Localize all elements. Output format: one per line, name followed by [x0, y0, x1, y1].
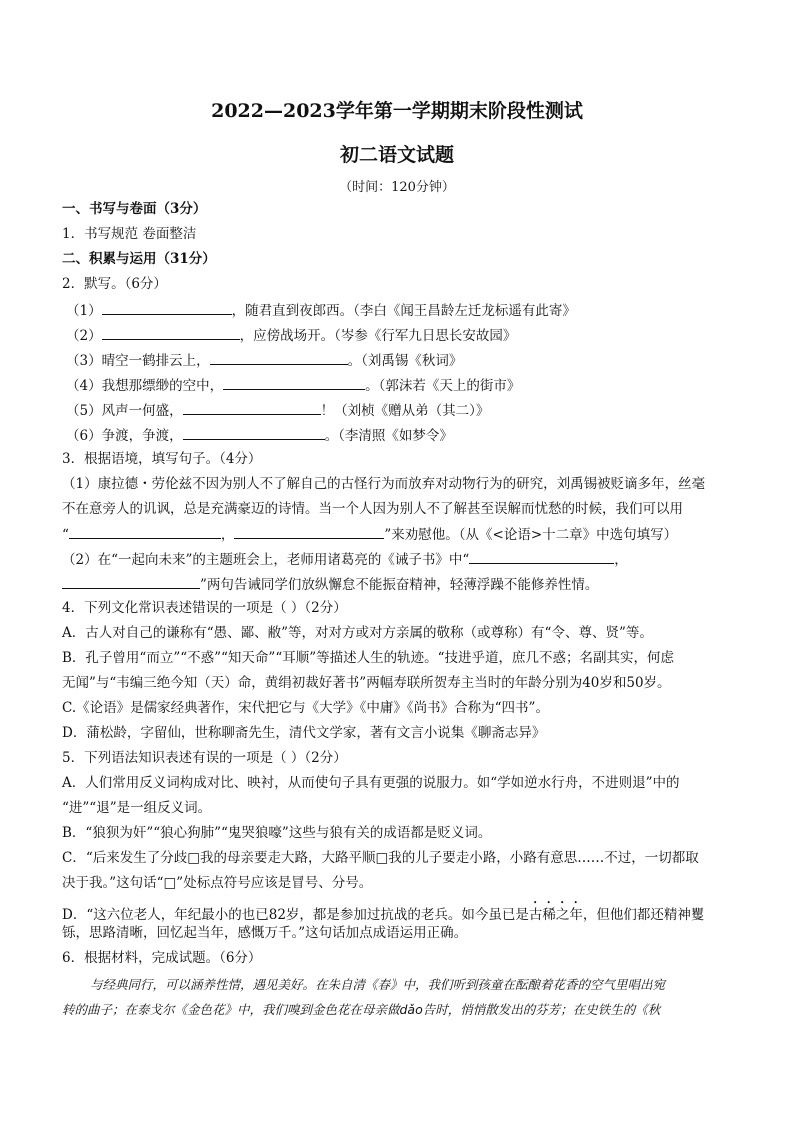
answer-blank[interactable] [69, 524, 221, 539]
q2-item-1: （1） ，随君直到夜郎西。（李白《闻王昌龄左迁龙标遥有此寄》 [66, 300, 738, 320]
answer-blank[interactable] [234, 524, 384, 539]
q4-option-a: A．古人对自己的谦称有“愚、鄙、敝”等，对对方或对方亲属的敬称（或尊称）有“令、尊、贤”等。 [62, 625, 653, 641]
question-1: 1．书写规范 卷面整洁 [62, 226, 197, 242]
q6-material-line1: 与经典同行，可以涵养性情，遇见美好。在朱自清《春》中，我们听到孩童在酝酿着花香的空气里唱出宛 [90, 977, 666, 992]
q5-option-d-line2: 铄，思路清晰，回忆起当年，感慨万千。”这句话加点成语运用正确。 [62, 925, 468, 941]
answer-blank[interactable] [183, 400, 321, 415]
q5-option-a-line1: A．人们常用反义词构成对比、映衬，从而使句子具有更强的说服力。如“学如逆水行舟，不进则退”中的 [62, 775, 680, 791]
q6-material-line2: 转的曲子；在泰戈尔《金色花》中，我们嗅到金色花在母亲做dǎo告时，悄悄散发出的芬芳；在史铁生的《秋 [62, 1002, 661, 1017]
q3-p1-line3: “ ， ”来劝慰他。（从《<论语>十二章》中选句填写） [62, 524, 734, 544]
question-6-stem: 6．根据材料，完成试题。（6分） [62, 950, 262, 966]
q2-item-4: （4）我想那缥缈的空中， 。（郭沫若《天上的街市》 [66, 375, 738, 395]
answer-blank[interactable] [102, 325, 240, 340]
question-2-stem: 2．默写。（6分） [62, 276, 167, 292]
q4-option-b-line1: B．孔子曾用“而立”“不惑”“知天命”“耳顺”等描述人生的轨迹。“技进乎道，庶几不惑；名副其实，何虑 [62, 650, 675, 666]
q5-option-a-line2: “进”“退”是一组反义词。 [62, 800, 212, 816]
q3-p2-line2: ”两句告诫同学们放纵懈怠不能振奋精神，轻薄浮躁不能修养性情。 [62, 574, 734, 594]
q5-option-d-line1: D．“这六位老人，年纪最小的也已82岁，都是参加过抗战的老兵。如今虽已是古稀之年，但他们都还精神矍 [62, 907, 705, 923]
q5-option-b: B．“狼狈为奸”“狼心狗肺”“鬼哭狼嚎”这些与狼有关的成语都是贬义词。 [62, 825, 492, 841]
exam-title: 2022—2023学年第一学期期末阶段性测试 [211, 100, 583, 122]
answer-blank[interactable] [210, 350, 348, 365]
q2-item-5: （5）风声一何盛， ！（刘桢《赠从弟（其二）》 [66, 400, 738, 420]
question-5-stem: 5．下列语法知识表述有误的一项是（ ）（2分） [62, 750, 347, 766]
answer-blank[interactable] [223, 375, 365, 390]
q5-option-c-line2: 决于我。”这句话“□”处标点符号应该是冒号、分号。 [62, 875, 373, 891]
emphasized-idiom: 古稀之年 [528, 907, 583, 923]
q2-item-2: （2） ，应傍战场开。（岑参《行军九日思长安故园》 [66, 325, 738, 345]
answer-blank[interactable] [469, 549, 614, 564]
q4-option-c: C.《论语》是儒家经典著作，宋代把它与《大学》《中庸》《尚书》合称为“四书”。 [62, 700, 549, 716]
q3-p2-line1: （2）在“一起向未来”的主题班会上，老师用诸葛亮的《诫子书》中“ ， [62, 549, 734, 569]
q2-item-6: （6）争渡，争渡， 。（李清照《如梦令》 [66, 425, 738, 445]
q3-p1-line2: 不在意旁人的讥讽，总是充满豪迈的诗情。当一个人因为别人不了解甚至误解而忧愁的时候，我们可以用 [62, 501, 683, 517]
q4-option-d: D．蒲松龄，字留仙，世称聊斋先生，清代文学家，著有文言小说集《聊斋志异》 [62, 725, 546, 741]
section-1-heading: 一、书写与卷面（3分） [62, 201, 207, 217]
q4-option-b-line2: 无闻”与“韦编三绝今知（天）命，黄绢初裁好著书”两幅寿联所贺寿主当时的年龄分别为40岁和50岁。 [62, 675, 671, 691]
answer-blank[interactable] [183, 425, 325, 440]
exam-subtitle: 初二语文试题 [339, 144, 454, 166]
q5-option-c-line1: C．“后来发生了分歧□我的母亲要走大路，大路平顺□我的儿子要走小路，小路有意思……不过，一切都取 [62, 850, 699, 866]
question-4-stem: 4．下列文化常识表述错误的一项是（ ）（2分） [62, 600, 347, 616]
q3-p1-line1: （1）康拉德・劳伦兹不因为别人不了解自己的古怪行为而放弃对动物行为的研究，刘禹锡被贬谪多年，丝毫 [62, 476, 706, 492]
exam-time: （时间：120分钟） [339, 180, 455, 195]
answer-blank[interactable] [102, 300, 232, 315]
answer-blank[interactable] [62, 574, 200, 589]
q2-item-3: （3）晴空一鹤排云上， 。（刘禹锡《秋词》 [66, 350, 738, 370]
question-3-stem: 3．根据语境，填写句子。（4分） [62, 451, 262, 467]
section-2-heading: 二、积累与运用（31分） [62, 251, 216, 267]
